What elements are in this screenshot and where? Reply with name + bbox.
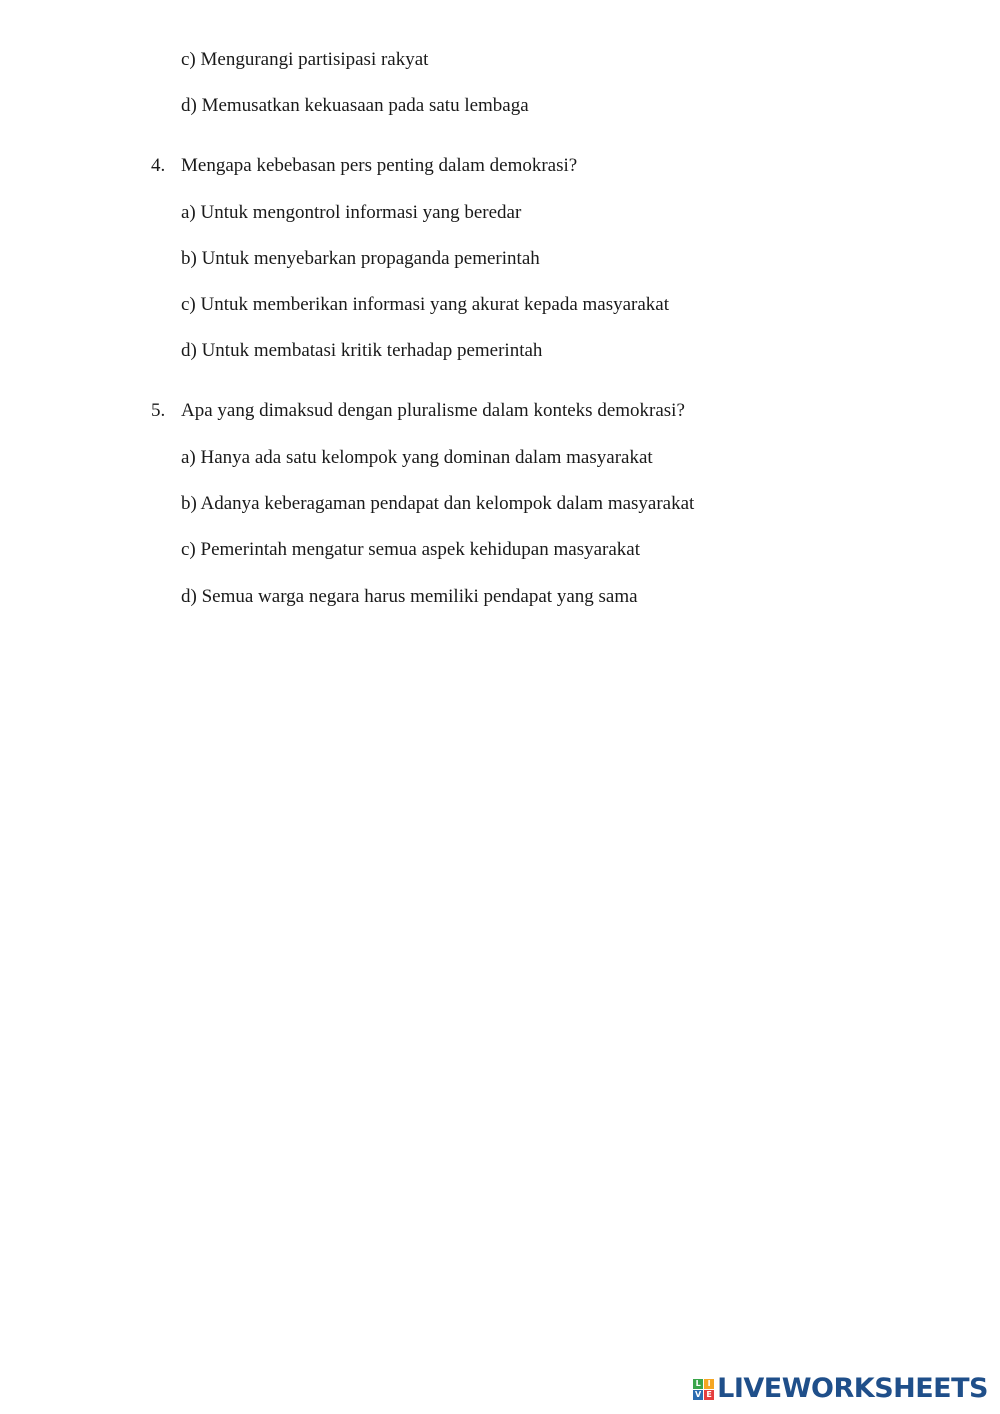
d-option-prev: d) Memusatkan kekuasaan pada satu lembaga xyxy=(181,95,529,116)
logo-text: LIVEWORKSHEETS xyxy=(717,1373,988,1404)
question-number: 5. xyxy=(151,400,166,421)
option-b-q5: b) Adanya keberagaman pendapat dan kelompok dalam masyarakat xyxy=(181,493,695,514)
logo-mark-i: I xyxy=(704,1379,714,1389)
c-option-prev: c) Mengurangi partisipasi rakyat xyxy=(181,49,429,70)
option-a-q4: a) Untuk mengontrol informasi yang beredar xyxy=(181,202,522,223)
option-c-q4: c) Untuk memberikan informasi yang akurat kepada masyarakat xyxy=(181,294,670,315)
option-d-q5: d) Semua warga negara harus memiliki pendapat yang sama xyxy=(181,586,638,607)
liveworksheets-logo xyxy=(693,1374,988,1404)
logo-mark-e: E xyxy=(704,1390,714,1400)
question-text: Apa yang dimaksud dengan pluralisme dalam konteks demokrasi? xyxy=(181,400,685,421)
logo-mark-icon xyxy=(693,1379,714,1400)
question-number: 4. xyxy=(151,155,166,176)
option-d-q4: d) Untuk membatasi kritik terhadap pemerintah xyxy=(181,340,543,361)
option-a-q5: a) Hanya ada satu kelompok yang dominan dalam masyarakat xyxy=(181,447,653,468)
question-text: Mengapa kebebasan pers penting dalam demokrasi? xyxy=(181,155,578,176)
option-c-q5: c) Pemerintah mengatur semua aspek kehidupan masyarakat xyxy=(181,539,640,560)
logo-mark-v: V xyxy=(695,1389,702,1399)
option-b-q4: b) Untuk menyebarkan propaganda pemerintah xyxy=(181,248,540,269)
logo-mark-l: L xyxy=(693,1379,703,1389)
